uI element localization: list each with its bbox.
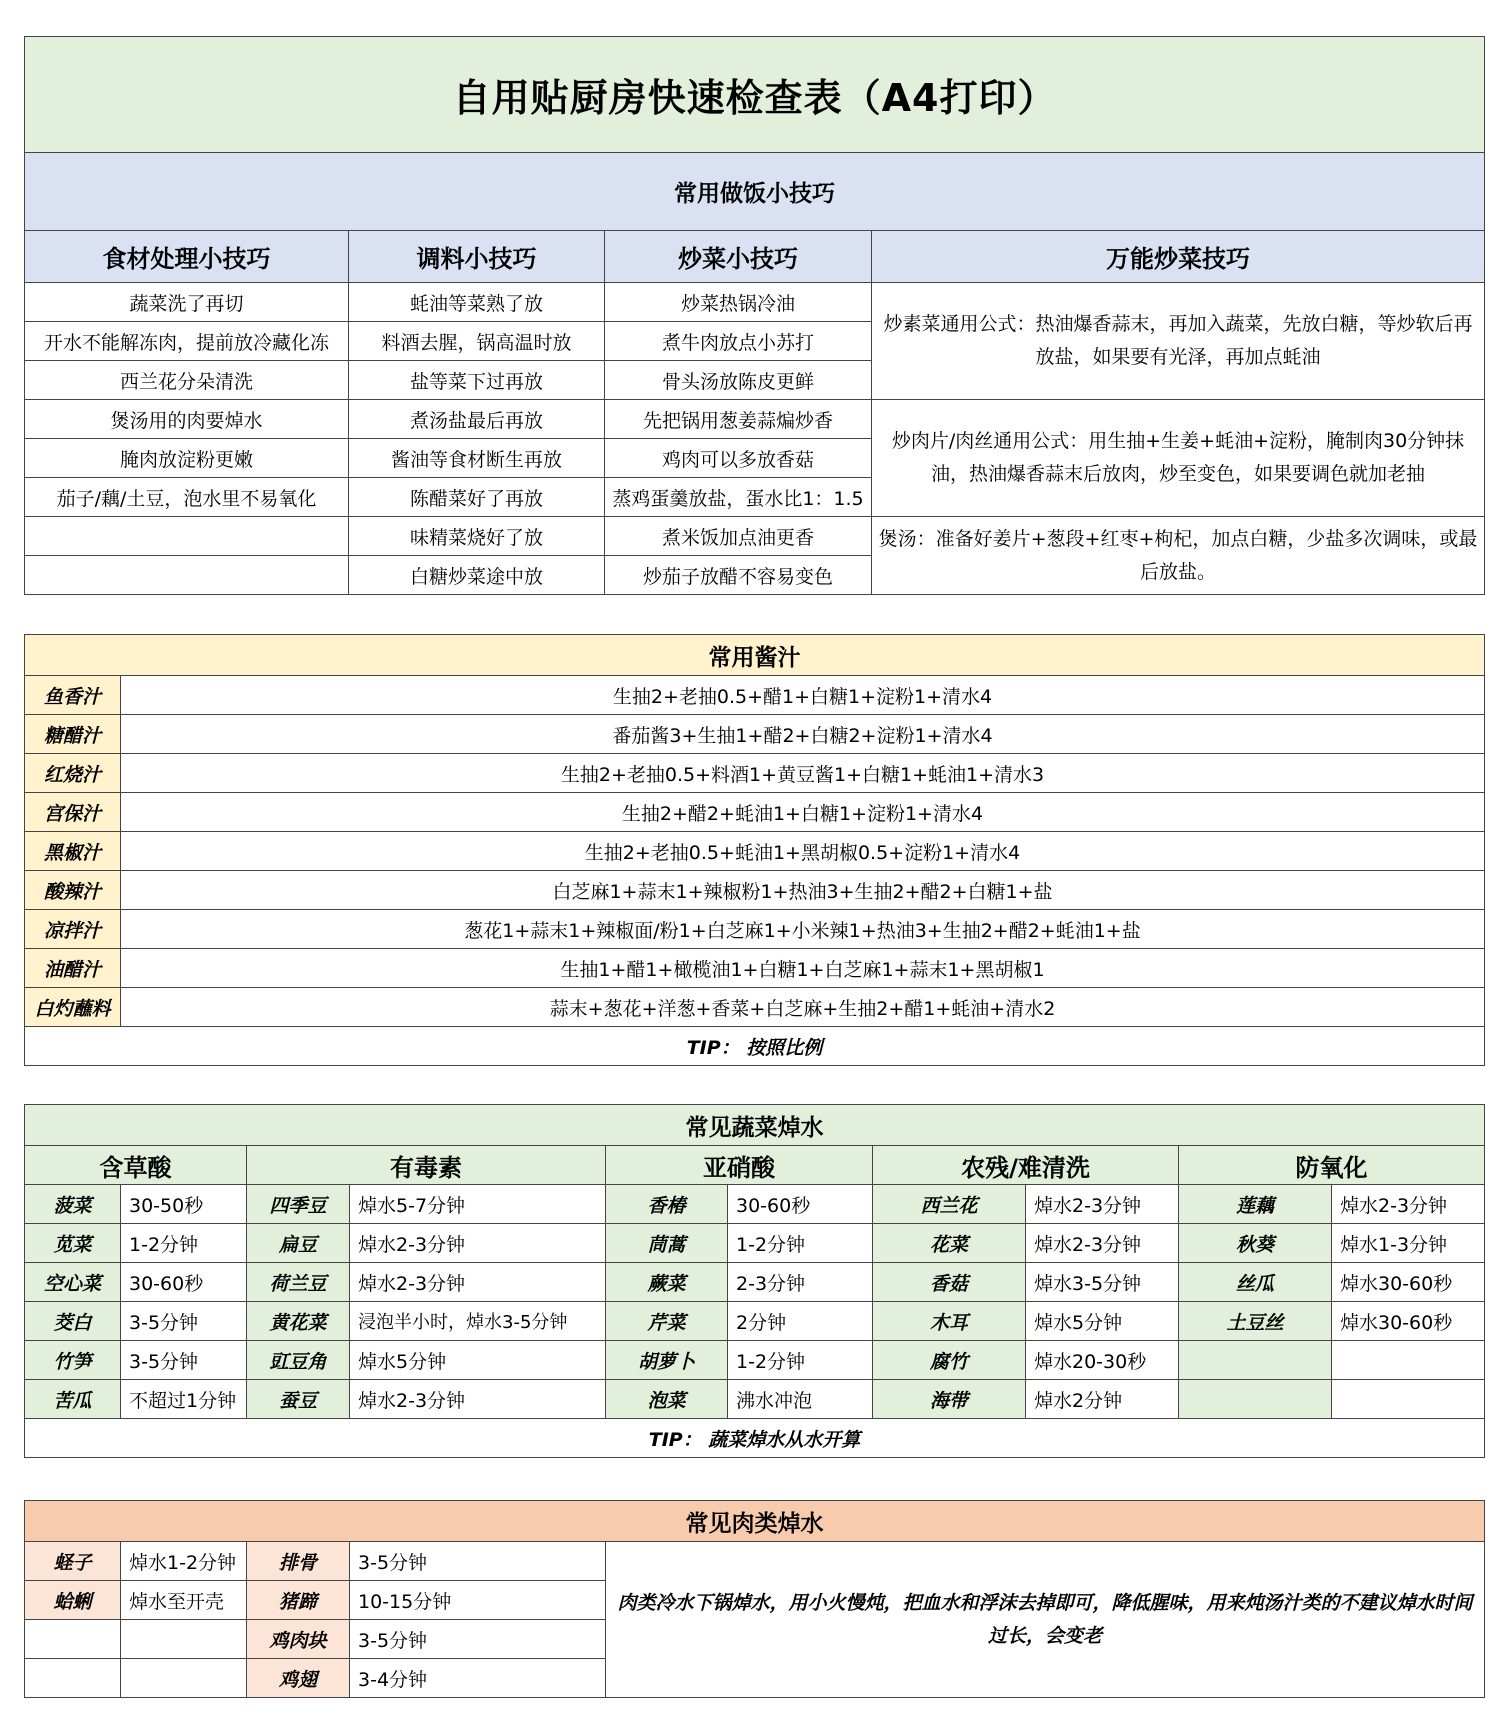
veg-time: 30-60秒 (121, 1263, 247, 1302)
veg-name: 芹菜 (606, 1302, 728, 1341)
veg-name: 花菜 (873, 1224, 1026, 1263)
sauce-name: 凉拌汁 (25, 910, 121, 949)
veg-time (1332, 1341, 1485, 1380)
veg-time: 焯水5分钟 (1026, 1302, 1179, 1341)
veg-name: 茭白 (25, 1302, 121, 1341)
veg-time: 2-3分钟 (728, 1263, 873, 1302)
veg-group-header: 有毒素 (247, 1146, 606, 1185)
veg-name: 香菇 (873, 1263, 1026, 1302)
sauce-recipe: 生抽1+醋1+橄榄油1+白糖1+白芝麻1+蒜末1+黑胡椒1 (121, 949, 1485, 988)
page-title: 自用贴厨房快速检查表（A4打印） (25, 37, 1485, 153)
sauce-name: 鱼香汁 (25, 676, 121, 715)
veg-name: 蕨菜 (606, 1263, 728, 1302)
sauce-recipe: 生抽2+老抽0.5+醋1+白糖1+淀粉1+清水4 (121, 676, 1485, 715)
meat-name: 鸡肉块 (247, 1620, 350, 1659)
veg-time: 2分钟 (728, 1302, 873, 1341)
tip-cell: 西兰花分朵清洗 (25, 361, 349, 400)
sauces-tip: TIP： 按照比例 (25, 1027, 1485, 1066)
veg-time: 焯水2-3分钟 (1026, 1185, 1179, 1224)
veg-name: 莲藕 (1179, 1185, 1332, 1224)
tip-cell: 先把锅用葱姜蒜煸炒香 (605, 400, 872, 439)
veg-time: 3-5分钟 (121, 1341, 247, 1380)
veg-name: 腐竹 (873, 1341, 1026, 1380)
veg-time: 焯水30-60秒 (1332, 1302, 1485, 1341)
sauce-recipe: 番茄酱3+生抽1+醋2+白糖2+淀粉1+清水4 (121, 715, 1485, 754)
veg-name: 木耳 (873, 1302, 1026, 1341)
veg-time: 1-2分钟 (121, 1224, 247, 1263)
veg-table (24, 1104, 1485, 1458)
sauce-name: 白灼蘸料 (25, 988, 121, 1027)
tip-cell: 茄子/藕/土豆，泡水里不易氧化 (25, 478, 349, 517)
universal-tip: 炒素菜通用公式：热油爆香蒜末，再加入蔬菜，先放白糖，等炒软后再放盐，如果要有光泽，再加点蚝油 (872, 283, 1485, 400)
sauce-name: 酸辣汁 (25, 871, 121, 910)
veg-name: 苦瓜 (25, 1380, 121, 1419)
sauce-recipe: 蒜末+葱花+洋葱+香菜+白芝麻+生抽2+醋1+蚝油+清水2 (121, 988, 1485, 1027)
meat-section (24, 1500, 1484, 1698)
sauces-section (24, 634, 1484, 1066)
veg-name (1179, 1341, 1332, 1380)
sauce-name: 红烧汁 (25, 754, 121, 793)
tip-cell: 煮米饭加点油更香 (605, 517, 872, 556)
veg-name: 竹笋 (25, 1341, 121, 1380)
veg-time: 焯水2分钟 (1026, 1380, 1179, 1419)
tip-cell: 蒸鸡蛋羹放盐，蛋水比1：1.5 (605, 478, 872, 517)
meat-time: 10-15分钟 (350, 1581, 606, 1620)
veg-time: 焯水5分钟 (350, 1341, 606, 1380)
veg-name: 秋葵 (1179, 1224, 1332, 1263)
veg-name: 苋菜 (25, 1224, 121, 1263)
veg-time: 焯水2-3分钟 (1332, 1185, 1485, 1224)
column-header: 调料小技巧 (349, 231, 605, 283)
column-header: 食材处理小技巧 (25, 231, 349, 283)
veg-time (1332, 1380, 1485, 1419)
veg-name: 泡菜 (606, 1380, 728, 1419)
tips-table (24, 36, 1485, 595)
veg-time: 焯水2-3分钟 (350, 1380, 606, 1419)
veg-time: 焯水2-3分钟 (350, 1263, 606, 1302)
veg-name: 黄花菜 (247, 1302, 350, 1341)
veg-time: 30-50秒 (121, 1185, 247, 1224)
veg-name: 菠菜 (25, 1185, 121, 1224)
tip-cell: 盐等菜下过再放 (349, 361, 605, 400)
tip-cell: 蔬菜洗了再切 (25, 283, 349, 322)
veg-time: 沸水冲泡 (728, 1380, 873, 1419)
veg-time: 焯水2-3分钟 (1026, 1224, 1179, 1263)
tip-cell: 蚝油等菜熟了放 (349, 283, 605, 322)
veg-time: 3-5分钟 (121, 1302, 247, 1341)
veg-name: 胡萝卜 (606, 1341, 728, 1380)
veg-time: 1-2分钟 (728, 1224, 873, 1263)
veg-group-header: 含草酸 (25, 1146, 247, 1185)
veg-name: 茼蒿 (606, 1224, 728, 1263)
tip-cell: 腌肉放淀粉更嫩 (25, 439, 349, 478)
veg-time: 焯水3-5分钟 (1026, 1263, 1179, 1302)
universal-tip: 煲汤：准备好姜片+葱段+红枣+枸杞，加点白糖，少盐多次调味，或最后放盐。 (872, 517, 1485, 595)
tip-cell: 鸡肉可以多放香菇 (605, 439, 872, 478)
veg-name: 西兰花 (873, 1185, 1026, 1224)
meat-name (25, 1620, 121, 1659)
tip-cell: 味精菜烧好了放 (349, 517, 605, 556)
sauce-recipe: 生抽2+老抽0.5+蚝油1+黑胡椒0.5+淀粉1+清水4 (121, 832, 1485, 871)
meat-time (121, 1620, 247, 1659)
meat-name: 排骨 (247, 1542, 350, 1581)
veg-name: 海带 (873, 1380, 1026, 1419)
veg-group-header: 农残/难清洗 (873, 1146, 1179, 1185)
meat-name: 蛤蜊 (25, 1581, 121, 1620)
veg-name: 蚕豆 (247, 1380, 350, 1419)
sauces-table (24, 634, 1485, 1066)
tip-cell: 料酒去腥，锅高温时放 (349, 322, 605, 361)
sauce-recipe: 葱花1+蒜末1+辣椒面/粉1+白芝麻1+小米辣1+热油3+生抽2+醋2+蚝油1+盐 (121, 910, 1485, 949)
veg-name: 土豆丝 (1179, 1302, 1332, 1341)
sauces-header: 常用酱汁 (25, 635, 1485, 676)
tip-cell: 炒茄子放醋不容易变色 (605, 556, 872, 595)
column-header: 炒菜小技巧 (605, 231, 872, 283)
universal-tip: 炒肉片/肉丝通用公式：用生抽+生姜+蚝油+淀粉，腌制肉30分钟抹油，热油爆香蒜末后放肉，炒至变色，如果要调色就加老抽 (872, 400, 1485, 517)
veg-time: 不超过1分钟 (121, 1380, 247, 1419)
veg-name: 豇豆角 (247, 1341, 350, 1380)
meat-name (25, 1659, 121, 1698)
meat-name: 蛏子 (25, 1542, 121, 1581)
veg-group-header: 防氧化 (1179, 1146, 1485, 1185)
veg-time: 焯水2-3分钟 (350, 1224, 606, 1263)
tip-cell (25, 556, 349, 595)
veg-time: 浸泡半小时，焯水3-5分钟 (350, 1302, 606, 1341)
meat-note: 肉类冷水下锅焯水，用小火慢炖，把血水和浮沫去掉即可，降低腥味，用来炖汤汁类的不建议焯水时间过长，会变老 (606, 1542, 1485, 1698)
tips-header: 常用做饭小技巧 (25, 153, 1485, 231)
tip-cell: 开水不能解冻肉，提前放冷藏化冻 (25, 322, 349, 361)
meat-time: 3-5分钟 (350, 1542, 606, 1581)
veg-section (24, 1104, 1484, 1458)
tip-cell: 煮汤盐最后再放 (349, 400, 605, 439)
veg-tip: TIP： 蔬菜焯水从水开算 (25, 1419, 1485, 1458)
meat-time: 焯水1-2分钟 (121, 1542, 247, 1581)
meat-table (24, 1500, 1485, 1698)
veg-header: 常见蔬菜焯水 (25, 1105, 1485, 1146)
sauce-name: 油醋汁 (25, 949, 121, 988)
veg-time: 焯水20-30秒 (1026, 1341, 1179, 1380)
tip-cell: 酱油等食材断生再放 (349, 439, 605, 478)
tip-cell: 白糖炒菜途中放 (349, 556, 605, 595)
tip-cell (25, 517, 349, 556)
tip-cell: 陈醋菜好了再放 (349, 478, 605, 517)
sauce-name: 宫保汁 (25, 793, 121, 832)
veg-name (1179, 1380, 1332, 1419)
meat-name: 鸡翅 (247, 1659, 350, 1698)
sauce-recipe: 生抽2+老抽0.5+料酒1+黄豆酱1+白糖1+蚝油1+清水3 (121, 754, 1485, 793)
veg-time: 焯水1-3分钟 (1332, 1224, 1485, 1263)
veg-name: 丝瓜 (1179, 1263, 1332, 1302)
meat-header: 常见肉类焯水 (25, 1501, 1485, 1542)
veg-name: 四季豆 (247, 1185, 350, 1224)
veg-time: 30-60秒 (728, 1185, 873, 1224)
tip-cell: 煲汤用的肉要焯水 (25, 400, 349, 439)
veg-name: 扁豆 (247, 1224, 350, 1263)
sauce-name: 黑椒汁 (25, 832, 121, 871)
veg-name: 荷兰豆 (247, 1263, 350, 1302)
tip-cell: 骨头汤放陈皮更鲜 (605, 361, 872, 400)
sauce-name: 糖醋汁 (25, 715, 121, 754)
veg-name: 香椿 (606, 1185, 728, 1224)
meat-name: 猪蹄 (247, 1581, 350, 1620)
tip-cell: 煮牛肉放点小苏打 (605, 322, 872, 361)
column-header: 万能炒菜技巧 (872, 231, 1485, 283)
veg-time: 焯水5-7分钟 (350, 1185, 606, 1224)
sauce-recipe: 白芝麻1+蒜末1+辣椒粉1+热油3+生抽2+醋2+白糖1+盐 (121, 871, 1485, 910)
tip-cell: 炒菜热锅冷油 (605, 283, 872, 322)
veg-group-header: 亚硝酸 (606, 1146, 873, 1185)
meat-time: 焯水至开壳 (121, 1581, 247, 1620)
meat-time: 3-5分钟 (350, 1620, 606, 1659)
veg-time: 焯水30-60秒 (1332, 1263, 1485, 1302)
veg-name: 空心菜 (25, 1263, 121, 1302)
meat-time: 3-4分钟 (350, 1659, 606, 1698)
sauce-recipe: 生抽2+醋2+蚝油1+白糖1+淀粉1+清水4 (121, 793, 1485, 832)
tips-section (24, 36, 1484, 595)
veg-time: 1-2分钟 (728, 1341, 873, 1380)
meat-time (121, 1659, 247, 1698)
